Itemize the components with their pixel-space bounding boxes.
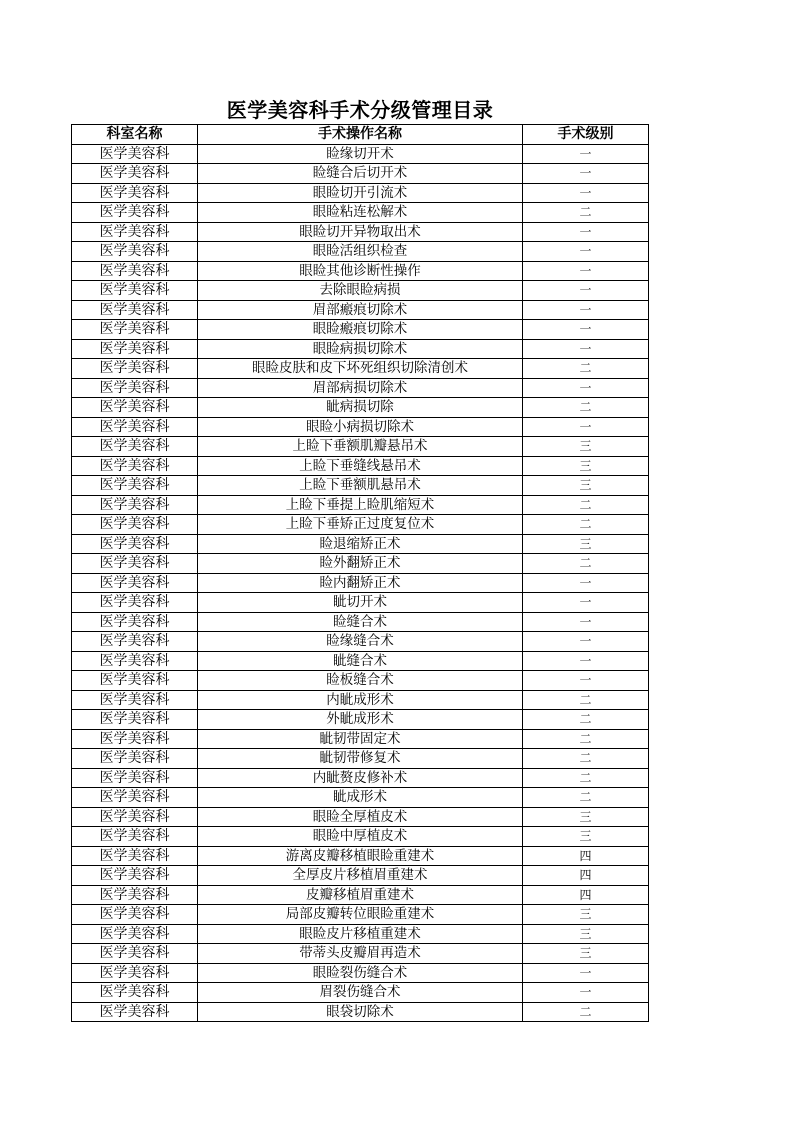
- grade-cell: 三: [523, 924, 649, 944]
- table-row: [72, 242, 649, 262]
- procedure-name-cell: 眦韧带固定术: [198, 729, 523, 749]
- department-cell: 医学美容科: [72, 398, 198, 418]
- grade-cell: 一: [523, 164, 649, 184]
- grade-cell: 一: [523, 963, 649, 983]
- table-row: [72, 573, 649, 593]
- table-row: [72, 222, 649, 242]
- grade-cell: 四: [523, 846, 649, 866]
- department-cell: 医学美容科: [72, 339, 198, 359]
- department-cell: 医学美容科: [72, 749, 198, 769]
- procedure-name-cell: 上睑下垂缝线悬吊术: [198, 456, 523, 476]
- table-row: [72, 729, 649, 749]
- table-row: [72, 495, 649, 515]
- table-body: [72, 144, 649, 1022]
- procedure-name-cell: 眦成形术: [198, 788, 523, 808]
- table-row: [72, 398, 649, 418]
- procedure-name-cell: 睑板缝合术: [198, 671, 523, 691]
- procedure-name-cell: 外眦成形术: [198, 710, 523, 730]
- grade-cell: 四: [523, 885, 649, 905]
- grade-cell: 一: [523, 671, 649, 691]
- department-cell: 医学美容科: [72, 827, 198, 847]
- grade-cell: 三: [523, 476, 649, 496]
- table-row: [72, 807, 649, 827]
- table-row: [72, 768, 649, 788]
- department-cell: 医学美容科: [72, 768, 198, 788]
- table-row: [72, 417, 649, 437]
- procedure-name-cell: 上睑下垂提上睑肌缩短术: [198, 495, 523, 515]
- procedure-name-cell: 眦病损切除: [198, 398, 523, 418]
- department-cell: 医学美容科: [72, 183, 198, 203]
- grade-cell: 一: [523, 144, 649, 164]
- department-cell: 医学美容科: [72, 554, 198, 574]
- department-cell: 医学美容科: [72, 807, 198, 827]
- grade-cell: 一: [523, 222, 649, 242]
- department-cell: 医学美容科: [72, 593, 198, 613]
- table-row: [72, 924, 649, 944]
- table-row: [72, 320, 649, 340]
- table-row: [72, 963, 649, 983]
- grade-cell: 三: [523, 905, 649, 925]
- procedure-name-cell: 局部皮瓣转位眼睑重建术: [198, 905, 523, 925]
- table-row: [72, 183, 649, 203]
- grade-cell: 二: [523, 554, 649, 574]
- department-cell: 医学美容科: [72, 417, 198, 437]
- department-cell: 医学美容科: [72, 281, 198, 301]
- table-row: [72, 359, 649, 379]
- procedure-name-cell: 睑内翻矫正术: [198, 573, 523, 593]
- grade-cell: 一: [523, 242, 649, 262]
- grade-cell: 二: [523, 359, 649, 379]
- procedure-name-cell: 睑缝合后切开术: [198, 164, 523, 184]
- department-cell: 医学美容科: [72, 534, 198, 554]
- table-row: [72, 983, 649, 1003]
- procedure-name-cell: 带蒂头皮瓣眉再造术: [198, 944, 523, 964]
- procedure-name-cell: 眉部瘢痕切除术: [198, 300, 523, 320]
- table-row: [72, 905, 649, 925]
- table-row: [72, 944, 649, 964]
- department-cell: 医学美容科: [72, 437, 198, 457]
- procedure-name-cell: 睑外翻矫正术: [198, 554, 523, 574]
- procedure-name-cell: 内眦成形术: [198, 690, 523, 710]
- department-cell: 医学美容科: [72, 359, 198, 379]
- grade-cell: 一: [523, 183, 649, 203]
- department-cell: 医学美容科: [72, 242, 198, 262]
- procedure-name-cell: 眼睑皮肤和皮下坏死组织切除清创术: [198, 359, 523, 379]
- department-cell: 医学美容科: [72, 515, 198, 535]
- procedure-name-cell: 睑缘切开术: [198, 144, 523, 164]
- procedure-name-cell: 睑缘缝合术: [198, 632, 523, 652]
- grade-cell: 一: [523, 300, 649, 320]
- grade-cell: 二: [523, 690, 649, 710]
- grade-cell: 三: [523, 807, 649, 827]
- grade-cell: 一: [523, 261, 649, 281]
- department-cell: 医学美容科: [72, 320, 198, 340]
- procedure-name-cell: 眼睑全厚植皮术: [198, 807, 523, 827]
- procedure-name-cell: 眉部病损切除术: [198, 378, 523, 398]
- column-header-department: 科室名称: [72, 125, 198, 145]
- grade-cell: 一: [523, 632, 649, 652]
- department-cell: 医学美容科: [72, 788, 198, 808]
- grade-cell: 一: [523, 320, 649, 340]
- department-cell: 医学美容科: [72, 924, 198, 944]
- department-cell: 医学美容科: [72, 378, 198, 398]
- grade-cell: 二: [523, 398, 649, 418]
- table-row: [72, 690, 649, 710]
- column-header-procedure: 手术操作名称: [198, 125, 523, 145]
- grade-cell: 一: [523, 983, 649, 1003]
- department-cell: 医学美容科: [72, 261, 198, 281]
- grade-cell: 四: [523, 866, 649, 886]
- grade-cell: 二: [523, 1002, 649, 1022]
- procedure-name-cell: 上睑下垂矫正过度复位术: [198, 515, 523, 535]
- grade-cell: 二: [523, 203, 649, 223]
- table-row: [72, 710, 649, 730]
- grade-cell: 三: [523, 534, 649, 554]
- department-cell: 医学美容科: [72, 456, 198, 476]
- department-cell: 医学美容科: [72, 203, 198, 223]
- department-cell: 医学美容科: [72, 476, 198, 496]
- grade-cell: 一: [523, 378, 649, 398]
- grade-cell: 一: [523, 573, 649, 593]
- department-cell: 医学美容科: [72, 612, 198, 632]
- procedure-name-cell: 游离皮瓣移植眼睑重建术: [198, 846, 523, 866]
- table-row: [72, 300, 649, 320]
- table-row: [72, 261, 649, 281]
- column-header-grade: 手术级别: [523, 125, 649, 145]
- table-row: [72, 281, 649, 301]
- procedure-name-cell: 眼睑其他诊断性操作: [198, 261, 523, 281]
- department-cell: 医学美容科: [72, 983, 198, 1003]
- department-cell: 医学美容科: [72, 729, 198, 749]
- procedure-name-cell: 眼睑皮片移植重建术: [198, 924, 523, 944]
- grade-cell: 二: [523, 788, 649, 808]
- grade-cell: 三: [523, 437, 649, 457]
- table-row: [72, 534, 649, 554]
- grade-cell: 一: [523, 417, 649, 437]
- department-cell: 医学美容科: [72, 300, 198, 320]
- grade-cell: 一: [523, 339, 649, 359]
- table-row: [72, 632, 649, 652]
- grade-cell: 一: [523, 593, 649, 613]
- procedure-name-cell: 内眦赘皮修补术: [198, 768, 523, 788]
- procedure-name-cell: 去除眼睑病损: [198, 281, 523, 301]
- grade-cell: 二: [523, 749, 649, 769]
- grade-cell: 二: [523, 768, 649, 788]
- table-row: [72, 749, 649, 769]
- surgery-grading-table: [71, 124, 649, 1022]
- department-cell: 医学美容科: [72, 144, 198, 164]
- grade-cell: 三: [523, 456, 649, 476]
- table-row: [72, 671, 649, 691]
- procedure-name-cell: 眼睑小病损切除术: [198, 417, 523, 437]
- table-header-row: [72, 125, 649, 145]
- grade-cell: 一: [523, 612, 649, 632]
- grade-cell: 一: [523, 281, 649, 301]
- grade-cell: 二: [523, 515, 649, 535]
- department-cell: 医学美容科: [72, 222, 198, 242]
- table-row: [72, 651, 649, 671]
- table-row: [72, 612, 649, 632]
- table-row: [72, 788, 649, 808]
- table-row: [72, 476, 649, 496]
- department-cell: 医学美容科: [72, 671, 198, 691]
- procedure-name-cell: 眼睑切开引流术: [198, 183, 523, 203]
- table-row: [72, 846, 649, 866]
- procedure-name-cell: 眉裂伤缝合术: [198, 983, 523, 1003]
- procedure-name-cell: 眼睑瘢痕切除术: [198, 320, 523, 340]
- department-cell: 医学美容科: [72, 710, 198, 730]
- department-cell: 医学美容科: [72, 963, 198, 983]
- table-row: [72, 827, 649, 847]
- procedure-name-cell: 眼睑裂伤缝合术: [198, 963, 523, 983]
- table-row: [72, 885, 649, 905]
- table-row: [72, 515, 649, 535]
- procedure-name-cell: 眦韧带修复术: [198, 749, 523, 769]
- procedure-name-cell: 眼袋切除术: [198, 1002, 523, 1022]
- table-row: [72, 456, 649, 476]
- procedure-name-cell: 睑退缩矫正术: [198, 534, 523, 554]
- department-cell: 医学美容科: [72, 944, 198, 964]
- department-cell: 医学美容科: [72, 885, 198, 905]
- procedure-name-cell: 眼睑粘连松解术: [198, 203, 523, 223]
- department-cell: 医学美容科: [72, 690, 198, 710]
- grade-cell: 二: [523, 495, 649, 515]
- department-cell: 医学美容科: [72, 866, 198, 886]
- department-cell: 医学美容科: [72, 573, 198, 593]
- department-cell: 医学美容科: [72, 164, 198, 184]
- procedure-name-cell: 全厚皮片移植眉重建术: [198, 866, 523, 886]
- table-row: [72, 203, 649, 223]
- procedure-name-cell: 眼睑切开异物取出术: [198, 222, 523, 242]
- table-row: [72, 144, 649, 164]
- table-row: [72, 593, 649, 613]
- page-title: 医学美容科手术分级管理目录: [226, 98, 494, 122]
- table-row: [72, 866, 649, 886]
- department-cell: 医学美容科: [72, 905, 198, 925]
- grade-cell: 三: [523, 944, 649, 964]
- table-row: [72, 378, 649, 398]
- procedure-name-cell: 眼睑中厚植皮术: [198, 827, 523, 847]
- department-cell: 医学美容科: [72, 846, 198, 866]
- procedure-name-cell: 皮瓣移植眉重建术: [198, 885, 523, 905]
- table-row: [72, 339, 649, 359]
- table-row: [72, 437, 649, 457]
- procedure-name-cell: 眦缝合术: [198, 651, 523, 671]
- department-cell: 医学美容科: [72, 632, 198, 652]
- procedure-name-cell: 睑缝合术: [198, 612, 523, 632]
- table-row: [72, 164, 649, 184]
- procedure-name-cell: 上睑下垂额肌瓣悬吊术: [198, 437, 523, 457]
- grade-cell: 一: [523, 651, 649, 671]
- department-cell: 医学美容科: [72, 495, 198, 515]
- grade-cell: 二: [523, 729, 649, 749]
- grade-cell: 三: [523, 827, 649, 847]
- department-cell: 医学美容科: [72, 651, 198, 671]
- procedure-name-cell: 眼睑病损切除术: [198, 339, 523, 359]
- table-row: [72, 1002, 649, 1022]
- department-cell: 医学美容科: [72, 1002, 198, 1022]
- grade-cell: 二: [523, 710, 649, 730]
- table-row: [72, 554, 649, 574]
- procedure-name-cell: 眦切开术: [198, 593, 523, 613]
- procedure-name-cell: 眼睑活组织检查: [198, 242, 523, 262]
- procedure-name-cell: 上睑下垂额肌悬吊术: [198, 476, 523, 496]
